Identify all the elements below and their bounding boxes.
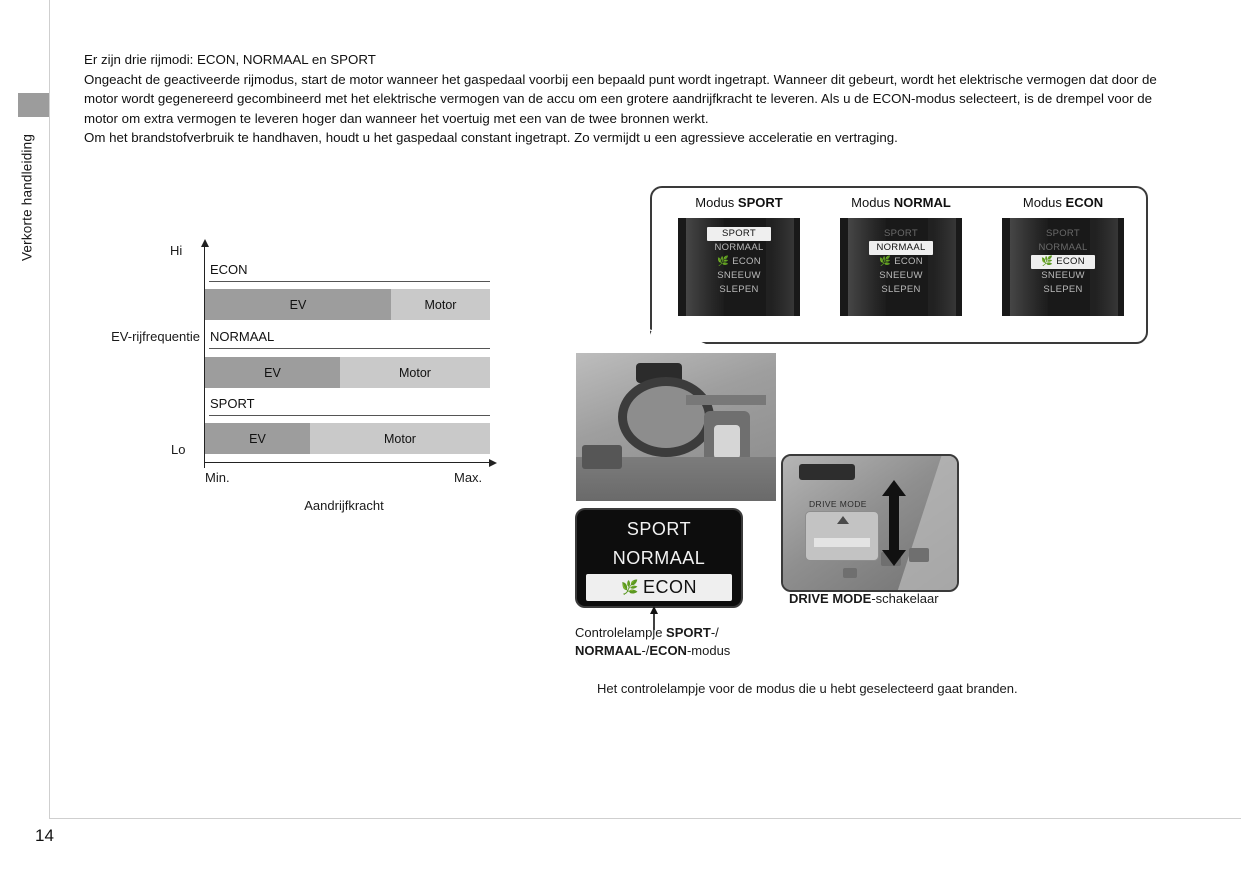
mode-caption-mode: NORMAL xyxy=(893,195,951,210)
chart-x-tick-max: Max. xyxy=(454,470,483,485)
mode-item-slepen[interactable]: SLEPEN xyxy=(719,284,759,295)
chart-y-axis-label: EV-rijfrequentie xyxy=(111,329,200,344)
chart-group-label-sport: SPORT xyxy=(210,396,255,411)
mode-item-econ-label: ECON xyxy=(1056,256,1085,267)
mode-caption-prefix: Modus xyxy=(695,195,738,210)
console-top-button[interactable] xyxy=(799,464,855,480)
mode-item-slepen[interactable]: SLEPEN xyxy=(881,284,921,295)
leaf-icon: 🌿 xyxy=(717,256,730,267)
mode-caption-prefix: Modus xyxy=(1022,195,1066,210)
mode-item-sport[interactable]: SPORT xyxy=(707,227,771,241)
up-down-arrow-icon xyxy=(882,480,906,566)
mode-item-normaal[interactable]: NORMAAL xyxy=(869,241,933,255)
console-button-small[interactable] xyxy=(843,568,857,578)
chart-bar-normaal-ev: EV xyxy=(205,357,340,388)
indicator-caption-tail: -modus xyxy=(686,643,731,658)
chart-bar-normaal-motor: Motor xyxy=(340,357,490,388)
chart-x-tick-min: Min. xyxy=(205,470,230,485)
chart-group-divider-sport xyxy=(209,415,490,416)
drive-mode-rocker[interactable] xyxy=(805,511,879,561)
mode-item-econ[interactable] xyxy=(840,255,962,269)
chart-bar-sport-ev: EV xyxy=(205,423,310,454)
dashboard-photo xyxy=(576,353,776,501)
indicator-caption-bold-sport: SPORT xyxy=(666,625,711,640)
bottom-note: Het controlelampje voor de modus die u hebt geselecteerd gaat branden. xyxy=(597,681,1018,696)
mode-indicator-panel xyxy=(575,508,743,608)
mode-item-sport[interactable]: SPORT xyxy=(883,228,919,239)
mode-screen-econ xyxy=(1002,218,1124,316)
indicator-caption-post: -/ xyxy=(710,625,719,640)
drive-mode-switch-caption xyxy=(789,591,939,606)
mode-item-normaal[interactable]: NORMAAL xyxy=(1038,242,1088,253)
dashboard-trim xyxy=(686,395,766,405)
mode-column-sport xyxy=(664,195,814,316)
intro-text xyxy=(84,50,1169,148)
mode-caption-mode: ECON xyxy=(1065,195,1104,210)
indicator-normaal: NORMAAL xyxy=(586,545,732,572)
intro-line-1: Er zijn drie rijmodi: ECON, NORMAAL en SPORT xyxy=(84,52,376,67)
mode-screens-panel xyxy=(650,186,1148,344)
mode-list-econ xyxy=(1002,227,1124,297)
chart-bar-econ-motor: Motor xyxy=(391,289,490,320)
arrow-down-head xyxy=(882,550,906,566)
chart-x-axis xyxy=(204,462,490,463)
indicator-caption xyxy=(575,624,815,660)
indicator-caption-bold-econ: ECON xyxy=(649,643,687,658)
chart-y-tick-lo: Lo xyxy=(171,442,186,457)
gear-selector xyxy=(714,425,740,459)
chart-group-label-normaal: NORMAAL xyxy=(210,329,275,344)
mode-caption-sport xyxy=(664,195,814,210)
chart-y-tick-hi: Hi xyxy=(170,243,183,258)
mode-item-sneeuw[interactable]: SNEEUW xyxy=(717,270,761,281)
mode-item-sneeuw[interactable]: SNEEUW xyxy=(879,270,923,281)
mode-caption-prefix: Modus xyxy=(851,195,894,210)
mode-screen-sport xyxy=(678,218,800,316)
page-left-rule xyxy=(49,0,50,818)
console-button-right[interactable] xyxy=(909,548,929,562)
leaf-icon: 🌿 xyxy=(1041,256,1054,267)
switch-caption-bold: DRIVE MODE xyxy=(789,591,872,606)
steering-wheel xyxy=(618,377,714,457)
indicator-caption-pre: Controlelampje xyxy=(575,625,667,640)
rocker-triangle-icon xyxy=(837,516,849,524)
ev-drive-frequency-chart xyxy=(84,240,554,530)
chart-group-label-econ: ECON xyxy=(210,262,248,277)
mode-item-econ-label: ECON xyxy=(732,256,761,267)
page-bottom-rule xyxy=(49,818,1241,819)
leaf-icon: 🌿 xyxy=(879,256,892,267)
mode-list-sport xyxy=(678,227,800,297)
mode-screen-normal xyxy=(840,218,962,316)
mode-caption-mode: SPORT xyxy=(737,195,783,210)
indicator-econ xyxy=(586,574,732,601)
mode-caption-econ xyxy=(988,195,1138,210)
mode-item-sneeuw[interactable]: SNEEUW xyxy=(1041,270,1085,281)
air-vents xyxy=(582,445,622,469)
intro-line-3: Om het brandstofverbruik te handhaven, houdt u het gaspedaal constant ingetrapt. Zo vermijdt u een agressieve acceleratie en vertraging. xyxy=(84,130,898,145)
mode-caption-normal xyxy=(826,195,976,210)
section-tab-label: Verkorte handleiding xyxy=(19,133,35,262)
page-number: 14 xyxy=(35,826,54,845)
indicator-caption-bold-normaal: NORMAAL xyxy=(575,643,642,658)
mode-item-sport[interactable]: SPORT xyxy=(1045,228,1081,239)
section-tab-marker xyxy=(18,93,49,117)
chart-group-divider-normaal xyxy=(209,348,490,349)
intro-line-2: Ongeacht de geactiveerde rijmodus, start de motor wanneer het gaspedaal voorbij een bepaald punt wordt ingetrapt. Wanneer dit gebeurt, wordt het elektrische vermogen dat door de motor wordt gegenereerd gecombineerd met het elektrische vermogen van de accu om een grotere aandrijfkracht te leveren. Als u de ECON-modus selecteert, is de drempel voor de motor om extra vermogen te leveren hoger dan wanneer het voertuig met een van de twee bronnen werkt. xyxy=(84,71,1157,126)
indicator-sport: SPORT xyxy=(586,516,732,543)
mode-item-econ[interactable] xyxy=(1031,255,1095,269)
chart-bar-sport-motor: Motor xyxy=(310,423,490,454)
mode-column-normal xyxy=(826,195,976,316)
drive-mode-switch-photo xyxy=(781,454,959,592)
mode-item-normaal[interactable]: NORMAAL xyxy=(714,242,764,253)
mode-item-slepen[interactable]: SLEPEN xyxy=(1043,284,1083,295)
arrow-shaft xyxy=(889,494,899,552)
leaf-icon: 🌿 xyxy=(621,579,639,595)
chart-group-divider-econ xyxy=(209,281,490,282)
mode-list-normal xyxy=(840,227,962,297)
mode-column-econ xyxy=(988,195,1138,316)
switch-caption-rest: -schakelaar xyxy=(871,591,939,606)
chart-x-axis-label: Aandrijfkracht xyxy=(304,498,384,513)
chart-bar-econ-ev: EV xyxy=(205,289,391,320)
indicator-econ-label: ECON xyxy=(642,577,697,597)
rocker-face xyxy=(814,538,870,547)
drive-mode-switch-label: DRIVE MODE xyxy=(809,499,867,509)
indicator-caption-mid: -/ xyxy=(641,643,650,658)
mode-item-econ[interactable] xyxy=(678,255,800,269)
mode-item-econ-label: ECON xyxy=(894,256,923,267)
